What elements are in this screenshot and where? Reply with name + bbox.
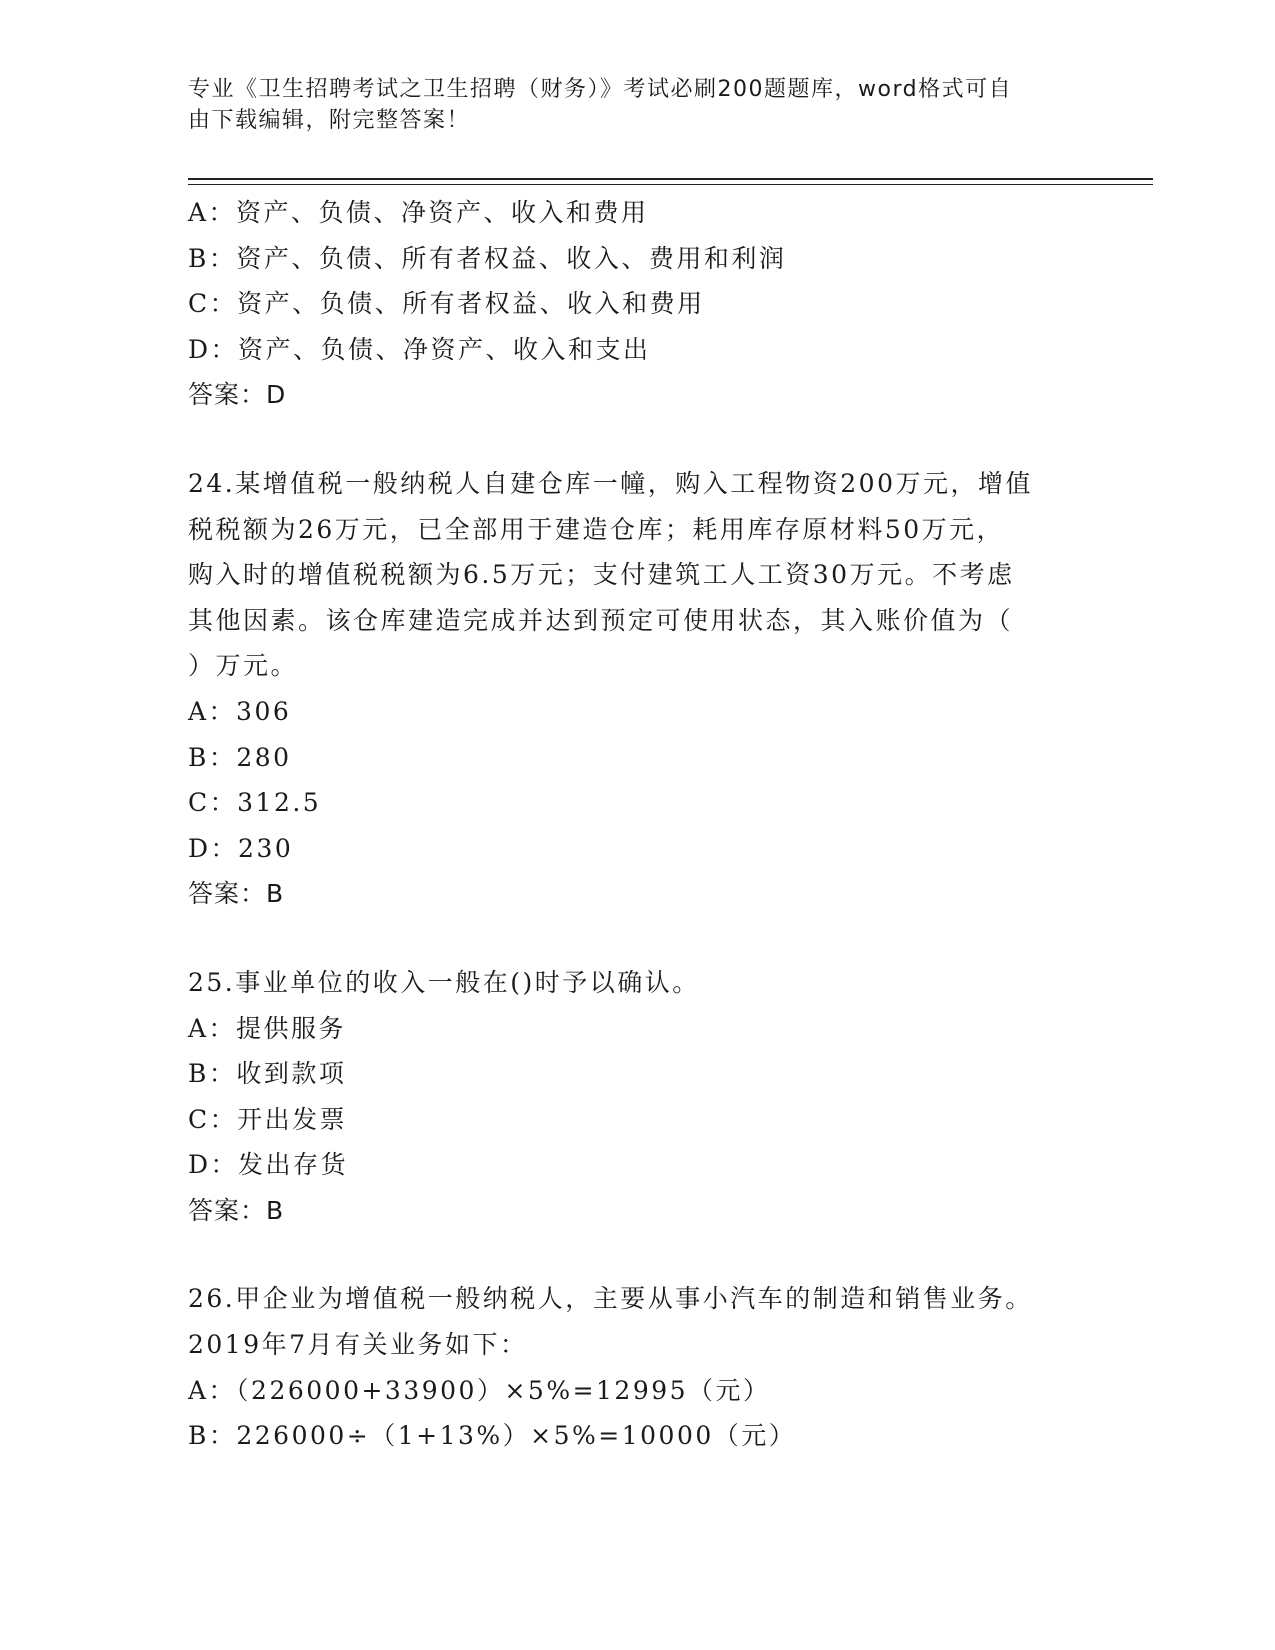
- answer-line: 答案：B: [188, 879, 285, 909]
- answer-line: 答案：D: [188, 380, 287, 410]
- option-c: C：开出发票: [188, 1104, 348, 1134]
- question-23: [188, 190, 1088, 418]
- option-a: A：提供服务: [188, 1013, 347, 1043]
- question-text-line: 24.某增值税一般纳税人自建仓库一幢，购入工程物资200万元，增值: [188, 468, 1033, 498]
- option-a: A：306: [188, 696, 292, 726]
- answer-line: 答案：B: [188, 1195, 285, 1225]
- header-divider-thick: [188, 178, 1153, 180]
- question-list: [188, 190, 1088, 1459]
- question-26: [188, 1276, 1088, 1458]
- question-text-line: 其他因素。该仓库建造完成并达到预定可使用状态，其入账价值为（: [188, 605, 1014, 635]
- spacer: [188, 1233, 1088, 1276]
- option-d: D：发出存货: [188, 1150, 349, 1180]
- option-c: C：资产、负债、所有者权益、收入和费用: [188, 289, 705, 319]
- question-text-line: 2019年7月有关业务如下：: [188, 1330, 528, 1360]
- option-d: D：资产、负债、净资产、收入和支出: [188, 334, 651, 364]
- option-c: C：312.5: [188, 788, 322, 818]
- option-d: D：230: [188, 833, 294, 863]
- header-line-2: 由下载编辑，附完整答案！: [188, 108, 471, 133]
- question-24: [188, 461, 1088, 917]
- option-b: B：226000÷（1+13%）×5%=10000（元）: [188, 1421, 797, 1451]
- question-text-line: 购入时的增值税税额为6.5万元；支付建筑工人工资30万元。不考虑: [188, 560, 1015, 590]
- header-divider-thin: [188, 184, 1153, 185]
- question-text-line: 税税额为26万元，已全部用于建造仓库；耗用库存原材料50万元，: [188, 514, 1005, 544]
- question-text-line: 25.事业单位的收入一般在()时予以确认。: [188, 967, 700, 997]
- question-text-line: ）万元。: [188, 651, 299, 681]
- option-b: B：收到款项: [188, 1059, 347, 1089]
- option-a: A：（226000+33900）×5%=12995（元）: [188, 1375, 771, 1405]
- header-line-1: 专业《卫生招聘考试之卫生招聘（财务）》考试必刷200题题库，word格式可自: [188, 77, 1013, 102]
- option-a: A：资产、负债、净资产、收入和费用: [188, 198, 649, 227]
- document-header: [188, 74, 1068, 136]
- option-b: B：资产、负债、所有者权益、收入、费用和利润: [188, 243, 787, 273]
- question-25: [188, 960, 1088, 1234]
- option-b: B：280: [188, 742, 292, 772]
- spacer: [188, 418, 1088, 461]
- question-text-line: 26.甲企业为增值税一般纳税人，主要从事小汽车的制造和销售业务。: [188, 1284, 1033, 1314]
- spacer: [188, 917, 1088, 960]
